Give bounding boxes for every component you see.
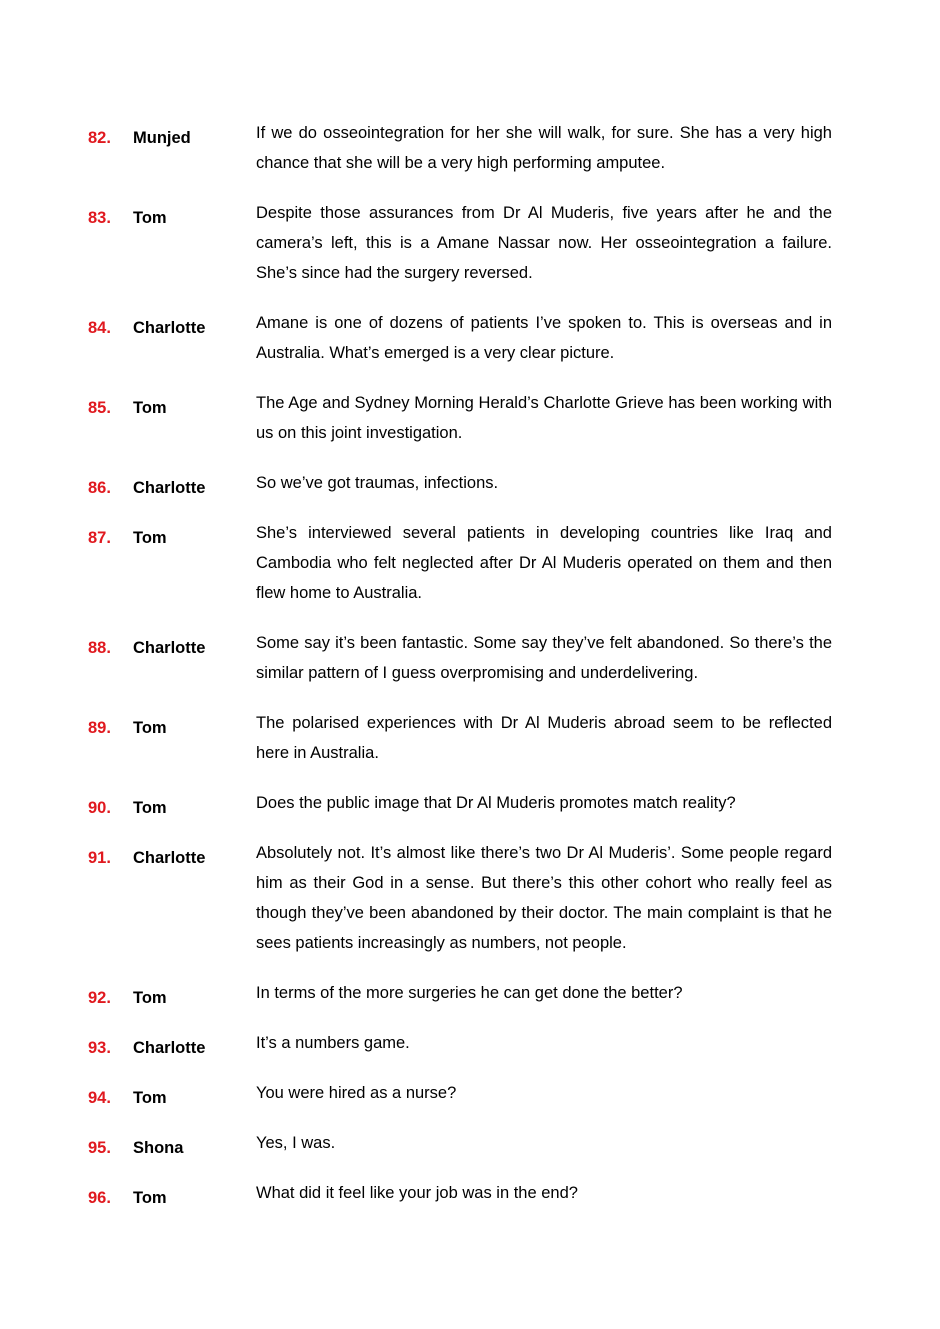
line-number: 87.	[88, 529, 111, 547]
transcript-entry	[0, 307, 940, 368]
line-number: 93.	[88, 1039, 111, 1057]
line-number: 91.	[88, 849, 111, 867]
line-text: The polarised experiences with Dr Al Muderis abroad seem to be reflected here in Australia.	[256, 714, 832, 762]
speaker-name: Tom	[133, 399, 167, 417]
line-number: 85.	[88, 399, 111, 417]
transcript-entry	[0, 1027, 940, 1058]
line-text: Absolutely not. It’s almost like there’s two Dr Al Muderis’. Some people regard him as their God in a sense. But there’s this other cohort who really feel as though they’ve been abandoned by their doctor. The main complaint is that he sees patients increasingly as numbers, not people.	[256, 844, 832, 952]
line-text: What did it feel like your job was in the end?	[256, 1184, 578, 1202]
line-number: 95.	[88, 1139, 111, 1157]
line-number: 89.	[88, 719, 111, 737]
transcript-entry	[0, 837, 940, 958]
speaker-name: Tom	[133, 209, 167, 227]
line-text: It’s a numbers game.	[256, 1034, 410, 1052]
speaker-name: Shona	[133, 1139, 184, 1157]
line-number: 94.	[88, 1089, 111, 1107]
speaker-name: Tom	[133, 799, 167, 817]
speaker-name: Charlotte	[133, 849, 206, 867]
line-number: 86.	[88, 479, 111, 497]
speaker-name: Tom	[133, 529, 167, 547]
transcript-page	[0, 117, 940, 1227]
line-text: If we do osseointegration for her she will walk, for sure. She has a very high chance that she will be a very high performing amputee.	[256, 124, 832, 172]
speaker-name: Charlotte	[133, 479, 206, 497]
line-text: In terms of the more surgeries he can get done the better?	[256, 984, 683, 1002]
line-text: Does the public image that Dr Al Muderis promotes match reality?	[256, 794, 736, 812]
speaker-name: Charlotte	[133, 1039, 206, 1057]
line-text: Despite those assurances from Dr Al Muderis, five years after he and the camera’s left, this is a Amane Nassar now. Her osseointegration a failure. She’s since had the surgery reversed.	[256, 204, 832, 282]
line-text: She’s interviewed several patients in developing countries like Iraq and Cambodia who felt neglected after Dr Al Muderis operated on them and then flew home to Australia.	[256, 524, 832, 602]
speaker-name: Munjed	[133, 129, 191, 147]
transcript-entry	[0, 517, 940, 608]
line-number: 84.	[88, 319, 111, 337]
transcript-entry	[0, 1077, 940, 1108]
transcript-entry	[0, 387, 940, 448]
transcript-entry	[0, 627, 940, 688]
line-number: 90.	[88, 799, 111, 817]
speaker-name: Tom	[133, 719, 167, 737]
transcript-entry	[0, 1127, 940, 1158]
speaker-name: Tom	[133, 1189, 167, 1207]
line-number: 88.	[88, 639, 111, 657]
line-text: Amane is one of dozens of patients I’ve spoken to. This is overseas and in Australia. What’s emerged is a very clear picture.	[256, 314, 832, 362]
line-text: Yes, I was.	[256, 1134, 336, 1152]
transcript-entry	[0, 1177, 940, 1208]
speaker-name: Charlotte	[133, 639, 206, 657]
line-text: The Age and Sydney Morning Herald’s Charlotte Grieve has been working with us on this joint investigation.	[256, 394, 832, 442]
speaker-name: Tom	[133, 1089, 167, 1107]
transcript-entry	[0, 707, 940, 768]
speaker-name: Charlotte	[133, 319, 206, 337]
speaker-name: Tom	[133, 989, 167, 1007]
transcript-entry	[0, 117, 940, 178]
transcript-entry	[0, 787, 940, 818]
line-text: So we’ve got traumas, infections.	[256, 474, 499, 492]
transcript-entry	[0, 467, 940, 498]
transcript-entry	[0, 197, 940, 288]
line-text: You were hired as a nurse?	[256, 1084, 457, 1102]
line-number: 96.	[88, 1189, 111, 1207]
line-number: 92.	[88, 989, 111, 1007]
transcript-entry	[0, 977, 940, 1008]
line-text: Some say it’s been fantastic. Some say they’ve felt abandoned. So there’s the similar pattern of I guess overpromising and underdelivering.	[256, 634, 832, 682]
line-number: 83.	[88, 209, 111, 227]
line-number: 82.	[88, 129, 111, 147]
